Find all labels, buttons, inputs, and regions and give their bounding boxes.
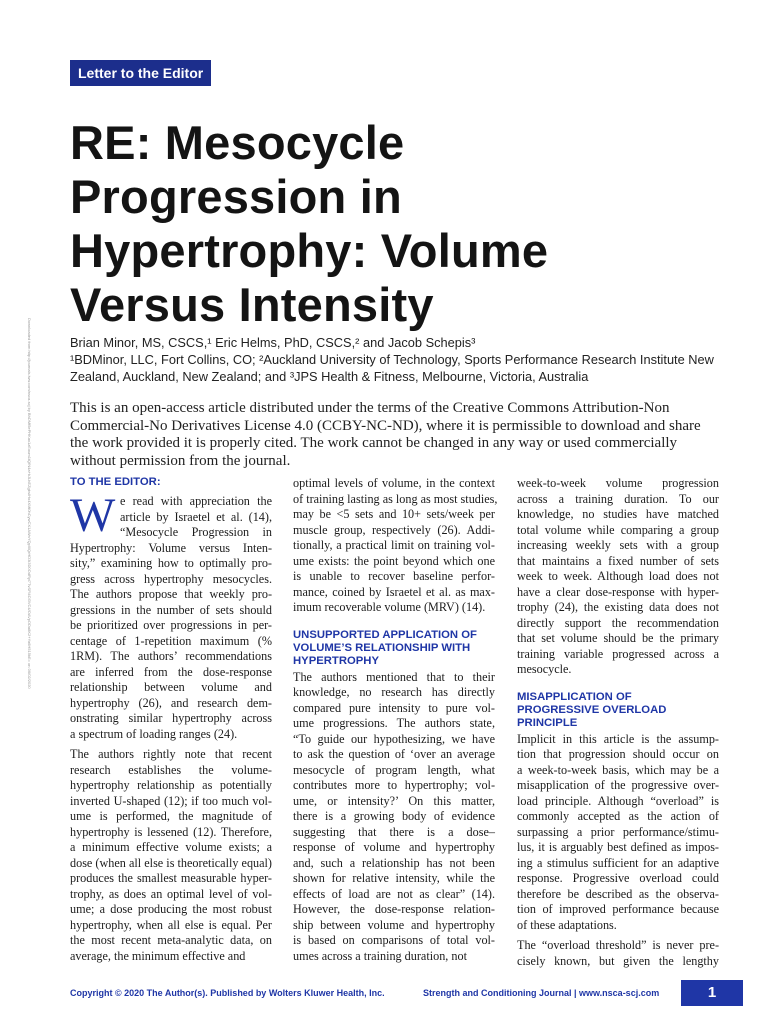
text-line: mance, coined by Israetel et al. as max-	[293, 584, 495, 599]
text-line: centage of 1-repetition maximum (%	[70, 633, 272, 648]
text-line: and, such a relationship has not been	[293, 855, 495, 870]
text-line: The authors propose that weekly pro-	[70, 587, 272, 601]
article-title	[70, 116, 730, 332]
text-line: knowledge, no research has directly	[293, 685, 495, 699]
text-line: imum recoverable volume (MRV) (14).	[293, 600, 486, 614]
text-line: tion of improved performance because	[517, 902, 719, 916]
text-line: dose (when all else is theoretically equal)	[70, 855, 272, 870]
heading-line: UNSUPPORTED APPLICATION OF	[293, 628, 477, 641]
text-line: is unable to recover baseline perfor-	[293, 569, 495, 583]
drop-cap-paragraph	[70, 489, 272, 542]
text-line: onstrating similar hypertrophy across	[70, 711, 272, 725]
copyright-notice: Copyright © 2020 The Author(s). Published by Wolters Kluwer Health, Inc.	[70, 988, 385, 998]
text-line: trophy, as does an optimal level of vol-	[70, 886, 272, 901]
text-line: be prioritized over progressions in per-	[70, 618, 272, 632]
text-line: directly support the recommendation	[517, 615, 719, 630]
journal-credit[interactable]: Strength and Conditioning Journal | www.nsca-scj.com	[423, 988, 660, 998]
text-line: of training lasting as long as most studies,	[293, 491, 498, 506]
text-line: The authors rightly note that recent	[70, 747, 272, 761]
text-line: cisely known, but given the lengthy	[517, 953, 719, 968]
text-line: that set volume should be the primary	[517, 631, 719, 645]
text-line: muscle group, respectively (26). Addi-	[293, 522, 495, 537]
text-line: surpassing a prior performance/stimu-	[517, 824, 719, 839]
text-line: response. Progressive overload could	[517, 871, 719, 885]
text-line: research establishes the volume-	[70, 762, 272, 777]
section-heading: TO THE EDITOR:	[70, 476, 161, 488]
text-line: mesocycle.	[517, 662, 572, 676]
section-heading	[293, 629, 495, 668]
drop-cap: W	[70, 489, 116, 542]
text-line: a minimum effective volume exists; a	[70, 840, 272, 854]
license-line: Commercial-No Derivatives License 4.0 (CCBY-NC-ND), where it is permissible to download and share	[70, 417, 701, 434]
paragraph	[70, 747, 272, 964]
paragraph	[70, 541, 272, 743]
license-line: the work provided it is properly cited. The work cannot be changed in any way or used commercially	[70, 435, 678, 451]
section-tag: Letter to the Editor	[70, 60, 211, 86]
title-line: Progression in	[70, 170, 402, 223]
body-column-2	[293, 476, 498, 964]
text-line: there is a growing body of evidence	[293, 809, 495, 823]
text-line: Hypertrophy: Volume versus Inten-	[70, 540, 272, 555]
text-line: therefore be described as the observa-	[517, 886, 719, 901]
heading-line: PRINCIPLE	[517, 716, 578, 729]
paragraph	[517, 476, 719, 678]
paragraph	[293, 476, 498, 616]
text-line: the most recent meta-analytic data, on	[70, 933, 272, 947]
text-line: suggesting that there is a dose–	[293, 824, 495, 839]
text-line: tion that progression should occur on	[517, 747, 719, 761]
text-line: a spectrum of loading ranges (24).	[70, 726, 238, 741]
download-note-text: Downloaded from http://journals.lww.com/nsca-scj by BhDMf5ePHKav1zEoum1tQfN4a+kJLhEZgbsIHo4XMi0hCywCX1AWnYQp/IlQrHD3i3D0OdRyi7TvSFl4Cf3VC4/OAVpDDa8K2+Ya6H515kE= on 06/02/2020	[27, 318, 32, 689]
text-line: ume progressions. The authors state,	[293, 716, 495, 730]
text-line: ship between volume and hypertrophy	[293, 917, 495, 932]
text-line: The authors mentioned that to their	[293, 669, 495, 684]
paragraph	[517, 938, 719, 969]
text-line: “Mesocycle Progression in	[120, 525, 272, 539]
heading-line: VOLUME’S RELATIONSHIP WITH	[293, 641, 471, 654]
section-heading	[517, 691, 719, 730]
text-line: e read with appreciation the	[120, 494, 272, 508]
text-line: ume; a dose producing the most robust	[70, 902, 272, 916]
text-line: 1RM). The authors’ recommendations	[70, 649, 272, 663]
heading-line: PROGRESSIVE OVERLOAD	[517, 703, 667, 716]
text-line: gressions in the number of sets should	[70, 602, 272, 617]
text-line: commonly accepted as the action of	[517, 809, 719, 823]
text-line: inverted U-shaped (12); if too much vol-	[70, 793, 272, 808]
text-line: of these adaptations.	[517, 917, 617, 932]
text-line: misapplication of the progressive over-	[517, 778, 719, 792]
text-line: a week-to-week basis, which may be a	[517, 762, 719, 777]
text-line: that maintains a fixed number of sets	[517, 553, 719, 568]
text-line: is based on comparisons of total vol-	[293, 933, 495, 947]
text-line: effects of load are not as clear” (14).	[293, 886, 495, 901]
text-line: trophy (24), the existing data does not	[517, 600, 719, 614]
text-line: to ask the question of ‘over an average	[293, 747, 495, 761]
text-line: ume exists: the point beyond which one	[293, 553, 495, 568]
text-line: mesocycle of program length, what	[293, 762, 495, 777]
page-number: 1	[681, 980, 743, 1006]
text-line: ume is performed, the magnitude of	[70, 809, 272, 823]
text-line: optimal levels of volume, in the context	[293, 476, 495, 490]
body-column-1	[70, 476, 272, 964]
paragraph	[517, 732, 719, 934]
text-line: sity,” examining how to optimally pro-	[70, 556, 272, 570]
text-line: response of volume and hypertrophy	[293, 840, 495, 854]
text-line: The “overload threshold” is never pre-	[517, 938, 719, 952]
text-line: across a training duration. To our	[517, 491, 719, 506]
title-line: RE: Mesocycle	[70, 116, 405, 169]
text-line: “To guide our hypothesizing, we have	[293, 731, 495, 746]
title-line: Hypertrophy: Volume	[70, 224, 549, 277]
page-footer	[70, 988, 670, 1000]
license-notice	[70, 400, 730, 470]
text-line: week-to-week volume progression	[517, 476, 719, 490]
text-line: ume, or intensity?’ On this matter,	[293, 793, 495, 808]
text-line: total volume while comparing a group	[517, 522, 719, 537]
author-line: Brian Minor, MS, CSCS,¹ Eric Helms, PhD, CSCS,² and Jacob Schepis³	[70, 335, 476, 350]
text-line: increasing weekly sets with a group	[517, 538, 719, 552]
text-line: tionally, a practical limit on training vol-	[293, 538, 495, 552]
author-block	[70, 334, 730, 385]
text-line: training variable progressed across a	[517, 646, 719, 661]
affiliation-line: ¹BDMinor, LLC, Fort Collins, CO; ²Auckland University of Technology, Sports Performance Research Institute New	[70, 352, 714, 367]
text-line: hypertrophy, when all else is equal. Per	[70, 917, 272, 932]
text-line: are inferred from the dose-response	[70, 664, 272, 679]
text-line: hypertrophy is lessened (12). Therefore,	[70, 824, 272, 839]
paragraph	[293, 670, 495, 965]
body-column-3	[517, 476, 719, 969]
text-line: ing a stimulus sufficient for an adaptive	[517, 855, 719, 870]
text-line: Implicit in this article is the assump-	[517, 731, 719, 746]
text-line: shown for relative intensity, while the	[293, 871, 495, 885]
heading-line: MISAPPLICATION OF	[517, 690, 632, 703]
text-line: knowledge, no studies have matched	[517, 507, 719, 521]
affiliation-line: Zealand, Auckland, New Zealand; and ³JPS Health & Fitness, Melbourne, Victoria, Australia	[70, 369, 589, 384]
text-line: However, the dose-response relation-	[293, 902, 495, 916]
text-line: produces the smallest measurable hyper-	[70, 871, 272, 885]
text-line: hypertrophy (26), and research dem-	[70, 695, 272, 710]
text-line: relationship between volume and	[70, 680, 272, 694]
text-line: article by Israetel et al. (14),	[120, 509, 272, 524]
download-note	[22, 318, 32, 738]
license-line: This is an open-access article distributed under the terms of the Creative Commons Attribution-Non	[70, 400, 670, 416]
text-line: may be <5 sets and 10+ sets/week per	[293, 507, 495, 521]
text-line: lus, it is arguably best defined as impos-	[517, 840, 719, 854]
text-line: week to week. Although load does not	[517, 569, 719, 583]
text-line: contributes more to hypertrophy; vol-	[293, 778, 495, 792]
text-line: umes across a training duration, not	[293, 948, 467, 963]
license-line: without permission from the journal.	[70, 452, 291, 469]
title-line: Versus Intensity	[70, 278, 434, 331]
text-line: hypertrophy relationship as potentially	[70, 778, 272, 792]
text-line: compared pure intensity to pure vol-	[293, 700, 495, 715]
heading-line: HYPERTROPHY	[293, 654, 379, 667]
text-line: have a clear dose-response with hyper-	[517, 584, 719, 599]
text-line: gress across hypertrophy mesocycles.	[70, 571, 272, 586]
text-line: average, the minimum effective and	[70, 948, 246, 963]
text-line: load principle. Although “overload” is	[517, 793, 719, 808]
